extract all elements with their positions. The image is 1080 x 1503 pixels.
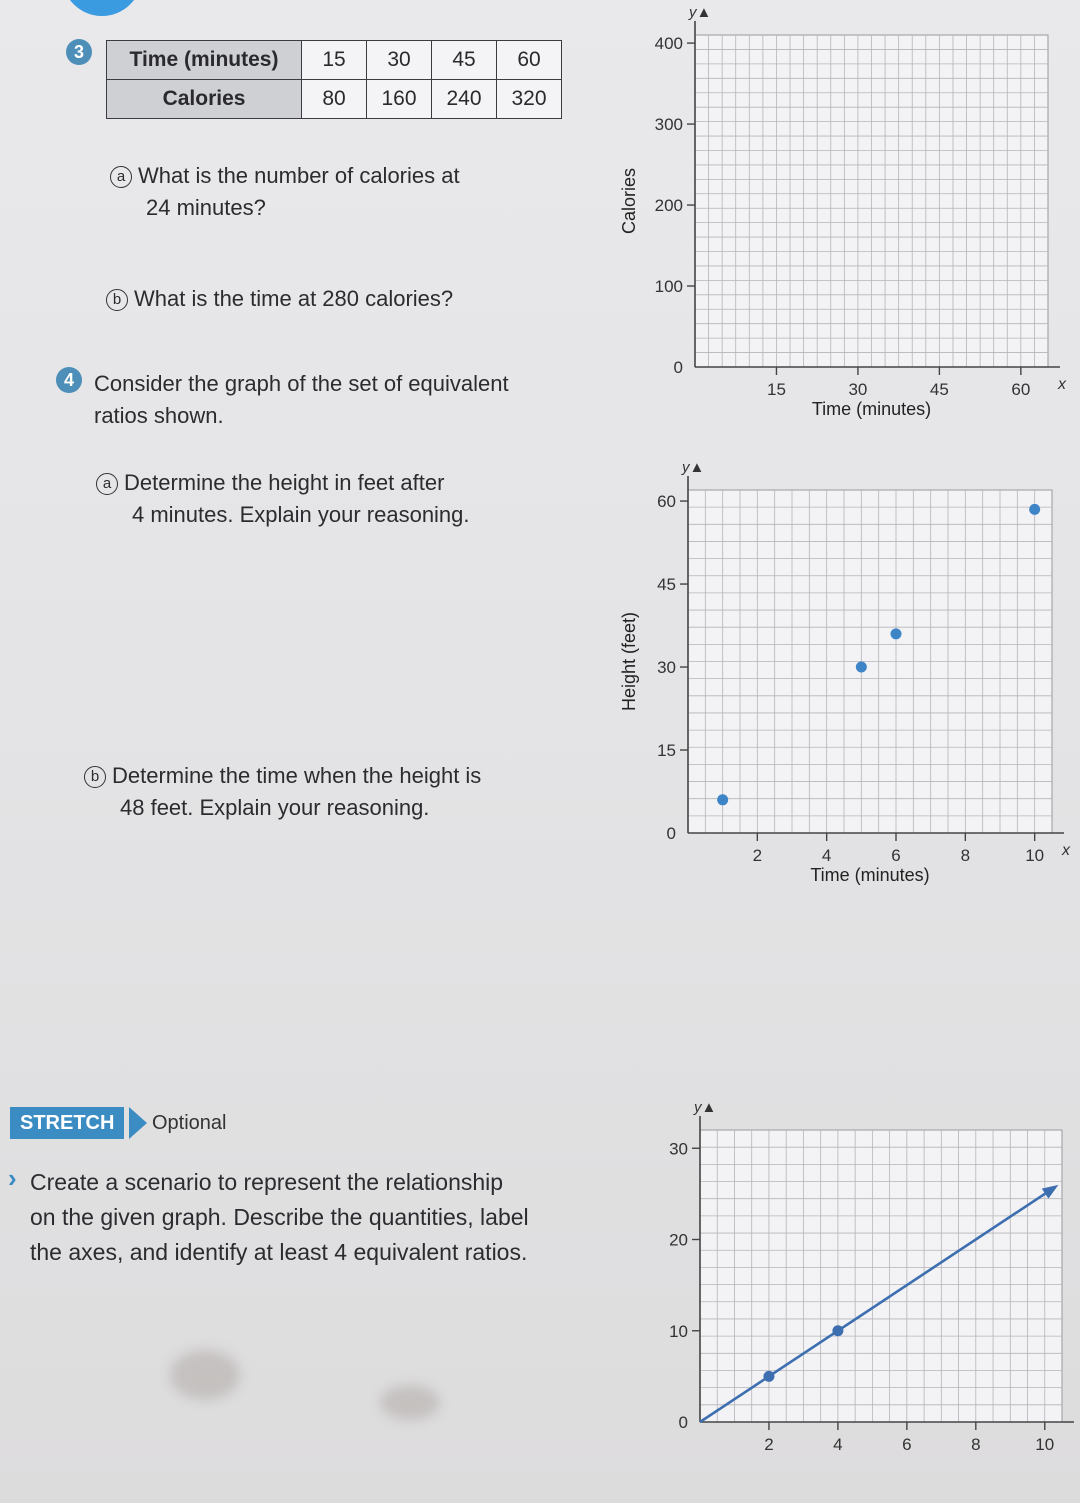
y-axis-letter: y▲ bbox=[694, 1099, 717, 1116]
problem-3b-question bbox=[106, 283, 453, 315]
problem-4-prompt bbox=[94, 368, 509, 432]
question-line: Determine the height in feet after bbox=[124, 470, 445, 495]
x-axis-letter: x bbox=[1058, 376, 1066, 393]
calories-cell: 160 bbox=[367, 80, 432, 119]
time-cell: 45 bbox=[432, 41, 497, 80]
y-tick-label: 400 bbox=[654, 34, 683, 54]
prompt-line: on the given graph. Describe the quantities, label bbox=[30, 1204, 529, 1230]
question-line: 4 minutes. Explain your reasoning. bbox=[132, 502, 470, 527]
x-axis-label: Time (minutes) bbox=[810, 865, 930, 885]
data-point bbox=[1029, 504, 1040, 515]
stretch-graph bbox=[600, 1090, 1080, 1500]
chevron-right-icon: › bbox=[8, 1163, 17, 1193]
y-axis-label: Calories bbox=[619, 167, 639, 235]
x-tick-label: 2 bbox=[752, 846, 763, 865]
time-cell: 60 bbox=[497, 41, 562, 80]
prompt-line: Consider the graph of the set of equivalent bbox=[94, 371, 509, 396]
problem-4b-question bbox=[84, 760, 481, 824]
calories-graph bbox=[600, 5, 1080, 435]
y-tick-label: 45 bbox=[657, 575, 676, 595]
problem-3a-question bbox=[110, 160, 460, 224]
x-tick-label: 15 bbox=[767, 380, 786, 399]
data-point bbox=[891, 628, 902, 639]
problem-4a-question bbox=[96, 467, 470, 531]
y-tick-label: 20 bbox=[669, 1230, 688, 1250]
calories-cell: 320 bbox=[497, 80, 562, 119]
y-tick-label: 30 bbox=[657, 658, 676, 678]
question-line: What is the number of calories at bbox=[138, 163, 460, 188]
question-line: 24 minutes? bbox=[146, 195, 266, 220]
prompt-line: Create a scenario to represent the relationship bbox=[30, 1169, 504, 1195]
x-tick-label: 10 bbox=[1025, 846, 1045, 865]
calories-cell: 80 bbox=[302, 80, 367, 119]
data-point bbox=[832, 1325, 843, 1336]
part-letter-a: a bbox=[110, 166, 132, 188]
x-tick-label: 4 bbox=[821, 846, 832, 865]
prompt-line: ratios shown. bbox=[94, 403, 224, 428]
calories-cell: 240 bbox=[432, 80, 497, 119]
y-tick-label: 15 bbox=[657, 741, 676, 761]
data-point bbox=[763, 1371, 774, 1382]
x-tick-label: 10 bbox=[1035, 1435, 1055, 1454]
time-calories-table bbox=[106, 40, 562, 119]
time-cell: 15 bbox=[302, 41, 367, 80]
data-point bbox=[717, 794, 728, 805]
y-axis-letter: y▲ bbox=[682, 459, 705, 476]
y-tick-label: 300 bbox=[654, 115, 683, 135]
part-letter-b: b bbox=[106, 289, 128, 311]
plot-area bbox=[700, 1130, 1062, 1422]
y-tick-label: 0 bbox=[673, 358, 683, 377]
calories-header: Calories bbox=[107, 80, 302, 119]
x-tick-label: 8 bbox=[960, 846, 971, 865]
paper-smudge bbox=[170, 1350, 240, 1400]
x-axis-letter: x bbox=[1062, 842, 1070, 859]
y-tick-label: 10 bbox=[669, 1321, 688, 1341]
prompt-line: the axes, and identify at least 4 equivalent ratios. bbox=[30, 1239, 528, 1265]
x-axis-label: Time (minutes) bbox=[811, 399, 932, 419]
time-cell: 30 bbox=[367, 41, 432, 80]
optional-label: Optional bbox=[152, 1112, 227, 1134]
y-tick-label: 200 bbox=[654, 196, 683, 216]
data-point bbox=[856, 662, 867, 673]
height-graph bbox=[600, 450, 1080, 905]
x-tick-label: 2 bbox=[764, 1435, 774, 1454]
time-header: Time (minutes) bbox=[107, 41, 302, 80]
question-line: 48 feet. Explain your reasoning. bbox=[120, 795, 430, 820]
problem-3-badge: 3 bbox=[66, 39, 92, 65]
table-row bbox=[107, 80, 562, 119]
y-tick-label: 0 bbox=[678, 1413, 688, 1432]
paper-smudge bbox=[380, 1385, 440, 1420]
question-line: Determine the time when the height is bbox=[112, 763, 482, 788]
x-tick-label: 4 bbox=[833, 1435, 843, 1454]
y-tick-label: 0 bbox=[666, 824, 676, 843]
stretch-prompt bbox=[30, 1165, 529, 1270]
x-tick-label: 6 bbox=[902, 1435, 912, 1454]
y-axis-letter: y▲ bbox=[689, 5, 712, 21]
x-tick-label: 30 bbox=[848, 380, 868, 399]
y-axis-label: Height (feet) bbox=[619, 611, 639, 712]
stretch-tag-arrow bbox=[129, 1107, 147, 1139]
x-tick-label: 8 bbox=[971, 1435, 981, 1454]
table-row bbox=[107, 41, 562, 80]
stretch-tag: STRETCH bbox=[10, 1107, 124, 1139]
y-tick-label: 30 bbox=[669, 1139, 688, 1159]
problem-4-badge: 4 bbox=[56, 367, 82, 393]
y-tick-label: 60 bbox=[657, 492, 676, 512]
y-tick-label: 100 bbox=[654, 277, 683, 297]
part-letter-b: b bbox=[84, 766, 106, 788]
corner-decoration bbox=[62, 0, 142, 16]
part-letter-a: a bbox=[96, 473, 118, 495]
x-tick-label: 60 bbox=[1011, 380, 1031, 399]
x-tick-label: 6 bbox=[891, 846, 901, 865]
x-tick-label: 45 bbox=[929, 380, 949, 399]
question-line: What is the time at 280 calories? bbox=[134, 286, 454, 311]
